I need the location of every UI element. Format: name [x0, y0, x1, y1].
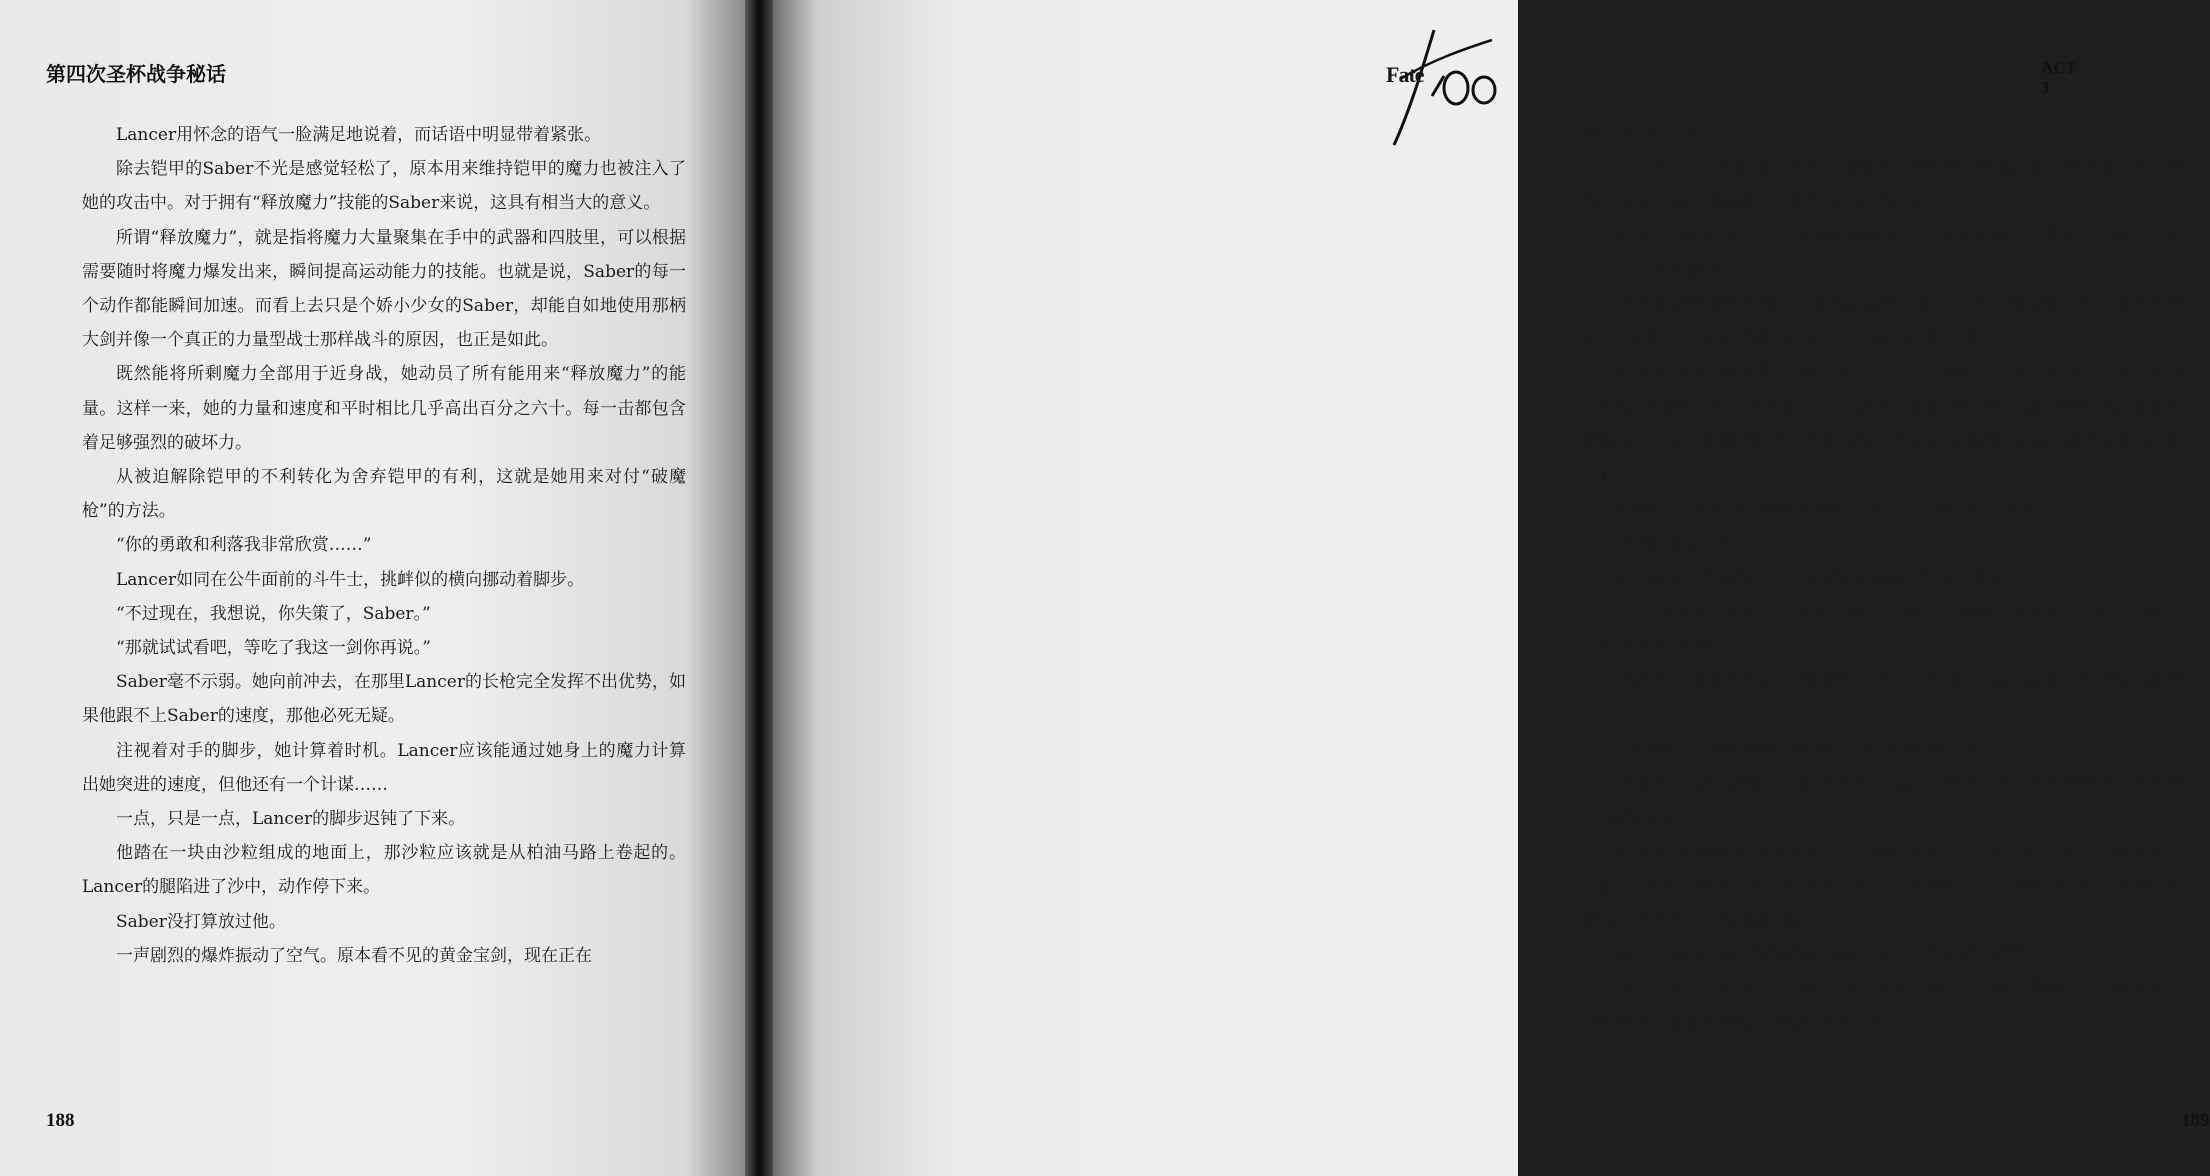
paragraph: Saber毫不示弱。她向前冲去，在那里Lancer的长枪完全发挥不出优势，如果他跟不上Saber的速度，那他必死无疑。 [82, 672, 686, 727]
running-header-right: ACT 3 [2041, 58, 2077, 97]
left-page-body [82, 118, 686, 973]
paragraph: “那就试试看吧，等吃了我这一剑你再说。” [116, 638, 431, 659]
paragraph: 夜空中闪闪发光。 [1583, 124, 1719, 144]
page-number-right: 189 [2181, 1110, 2210, 1131]
paragraph: “不过现在，我想说，你失策了，Saber。” [116, 603, 431, 624]
fate-zero-logo [1372, 20, 1512, 150]
book-gutter [745, 0, 773, 1176]
paragraph: 他踏在一块由沙粒组成的地面上，那沙粒应该就是从柏油马路上卷起的。Lancer的腿陷进了沙中，动作停下来。 [82, 843, 686, 898]
paragraph: 此刻，Saber天生敏锐的第六感，清楚地告诉她，她错了。 [1617, 944, 2059, 965]
paragraph: Saber没打算放过他。 [116, 911, 286, 932]
paragraph: 而这时Saber的速度，达到了通常的三倍。现在想后悔已经来不及了，即使Lancer会使Saber身负重伤，她也做好了在那一瞬间取其性命的准备。超过音波数倍的高速突进使周围大气壁被打破，冲击波将周围的瓦砾与树叶吹散的无影无踪。 [1583, 363, 2184, 487]
paragraph: 而这次Saber将它作为秘密武器使用。之前狠狠地挥动着剑，只是为了突击，为了能够加速。 [1583, 226, 2184, 281]
paragraph: Lancer用腿踢起脚下的沙子，然而飞上了空中的不是沙子，而是刚才Lancer扔掉的短枪。那刀刃正对着Saber飞来的方向。短枪身上的符咒也已被解开，符咒下显出金黄色的枪身。 [1583, 842, 2184, 931]
paragraph: 也就是，能带给Lancer胜利的位置——那里是Lancer顺手扔开短枪的地方。 [1583, 671, 2184, 726]
paragraph: 从被迫解除铠甲的不利转化为舍弃铠甲的有利，这就是她用来对付“破魔枪”的方法。 [82, 467, 686, 522]
paragraph: 所谓“释放魔力”，就是指将魔力大量聚集在手中的武器和四肢里，可以根据需要随时将魔力爆发出来，瞬间提高运动能力的技能。也就是说，Saber的每一个动作都能瞬间加速。而看上去只是个娇小少女的Saber，却能自如地使用那柄大剑并像一个真正的力量型战士那样战斗的原因，也正是如此。 [82, 227, 686, 351]
paragraph: “你的勇敢和利落我非常欣赏……” [116, 535, 372, 556]
right-page-body [1583, 117, 2184, 1040]
paragraph: “你失策了。”她的脑海里浮现了Lancer刚说的话。 [1617, 739, 1992, 760]
paragraph: 除去铠甲的Saber不光是感觉轻松了，原本用来维持铠甲的魔力也被注入了她的攻击中。对于拥有“释放魔力”技能的Saber来说，这具有相当大的意义。 [82, 159, 686, 214]
paragraph: Lancer如同在公牛面前的斗牛士，挑衅似的横向挪动着脚步。 [116, 569, 585, 590]
paragraph: 这是“风王结界”的第二作用。在解开结界的那一瞬间，风会像武器一般无情地向敌人攻去，但这也是只能使用一次的攻击方法。 [1583, 158, 2184, 213]
fate-wordmark: Fate [1386, 62, 1424, 87]
page-number-left: 188 [46, 1110, 75, 1131]
paragraph: 既然能将所剩魔力全部用于近身战，她动员了所有能用来“释放魔力”的能量。这样一来，她的力量和速度和平时相比几乎高出百分之六十。每一击都包含着足够强烈的破坏力。 [82, 364, 686, 453]
running-header-left: 第四次圣杯战争秘话 [46, 62, 226, 86]
paragraph: 她看到了Lancer胜券在握的笑容。“这是你的失误”，从他的眼里，她看到了这样的话语。 [1583, 773, 2184, 829]
paragraph: 从黄金剑里解放出的空气在Saber背后推动着她。因为使用全身的力量进行“释放魔力”，她的身体已经化为了一颗超音速炮弹。 [1583, 295, 2184, 350]
paragraph: 在高度集中的意识中，比刹那更短的时间却被无限延长了。 [1617, 568, 2059, 589]
paragraph: Lancer用怀念的语气一脸满足地说着，而话语中明显带着紧张。 [116, 125, 602, 145]
left-page [0, 0, 745, 1176]
paragraph: Lancer没有反应。他仿佛放弃了迎击，红色的枪一动不动。 [1617, 500, 2069, 521]
paragraph: 这时Saber发现了。Lancer的破绽是他装出来的，他并非无意陷入沙坑，而是故意踩进去的。 [1583, 602, 2184, 658]
right-page [773, 0, 2210, 1176]
paragraph: 一声剧烈的爆炸振动了空气。原本看不见的黄金宝剑，现在正在 [116, 945, 592, 966]
paragraph: 她不应该以为枪就应是双手武器，这原本就是个陷阱。难道自己看到他双手各自挥着一把枪的时候，就没有点警觉吗？ [1583, 979, 2184, 1034]
paragraph: 一点，只是一点，Lancer的脚步迟钝了下来。 [116, 809, 466, 830]
paragraph: 注视着对手的脚步，她计算着时机。Lancer应该能通过她身上的魔力计算出她突进的速度，但他还有一个计谋…… [82, 740, 686, 795]
paragraph: 但他的腿动了起来。 [1617, 534, 1770, 555]
